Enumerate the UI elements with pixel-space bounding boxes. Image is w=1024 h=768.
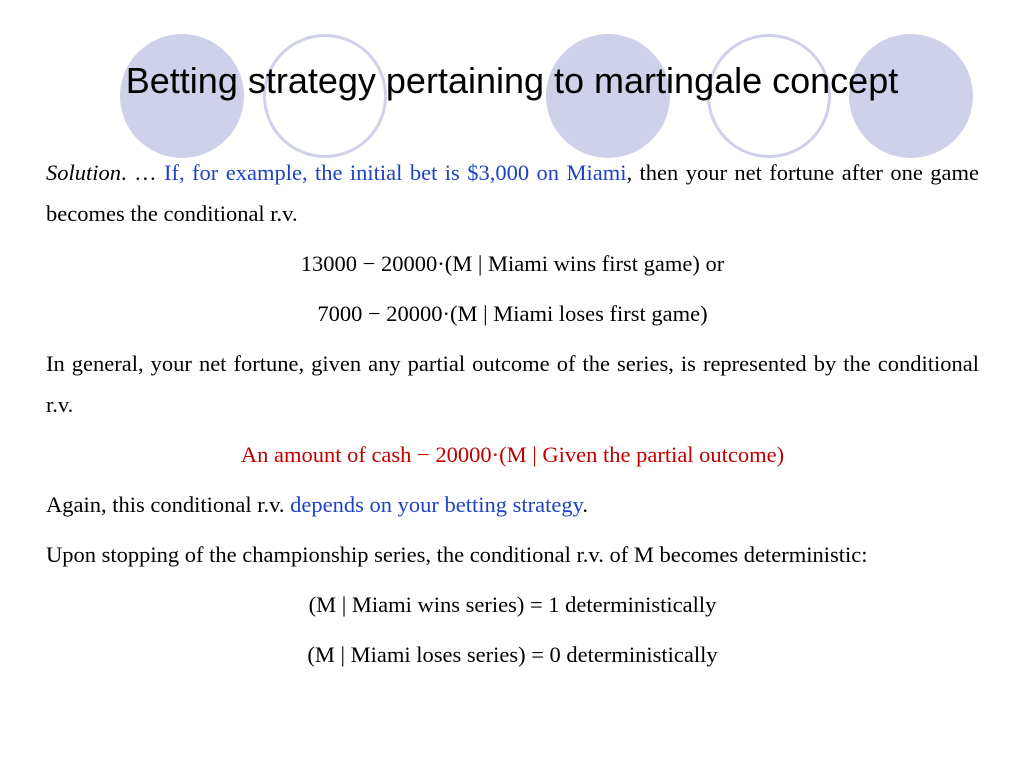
betting-strategy-text: depends on your betting strategy [290,492,583,517]
ellipsis: . … [121,160,165,185]
equation-partial-outcome: An amount of cash − 20000·(M | Given the partial outcome) [240,442,785,467]
example-text: If, for example, the initial bet is $3,000 on Miami [164,160,627,185]
paragraph-again-text: Again, this conditional r.v. [46,492,291,517]
equation-wins-series: (M | Miami wins series) = 1 deterministically [308,592,717,617]
equation-loses-first-game: 7000 − 20000·(M | Miami loses first game) [317,301,708,326]
paragraph-again [46,484,979,525]
paragraph-upon-stopping: Upon stopping of the championship series, the conditional r.v. of M becomes deterministic: [46,542,868,567]
equation-loses-series: (M | Miami loses series) = 0 deterministically [307,642,718,667]
solution-label: Solution [46,160,122,185]
slide-content [46,152,979,684]
paragraph-solution [46,152,979,234]
equation-wins-first-game: 13000 − 20000·(M | Miami wins first game) or [300,251,725,276]
paragraph-general: In general, your net fortune, given any partial outcome of the series, is represented by the conditional r.v. [46,351,979,417]
paragraph-solution-rest: , then your net fortune after one game becomes the conditional r.v. [46,160,980,226]
slide-title: Betting strategy pertaining to martingale concept [125,60,899,101]
paragraph-again-end: . [582,492,588,517]
